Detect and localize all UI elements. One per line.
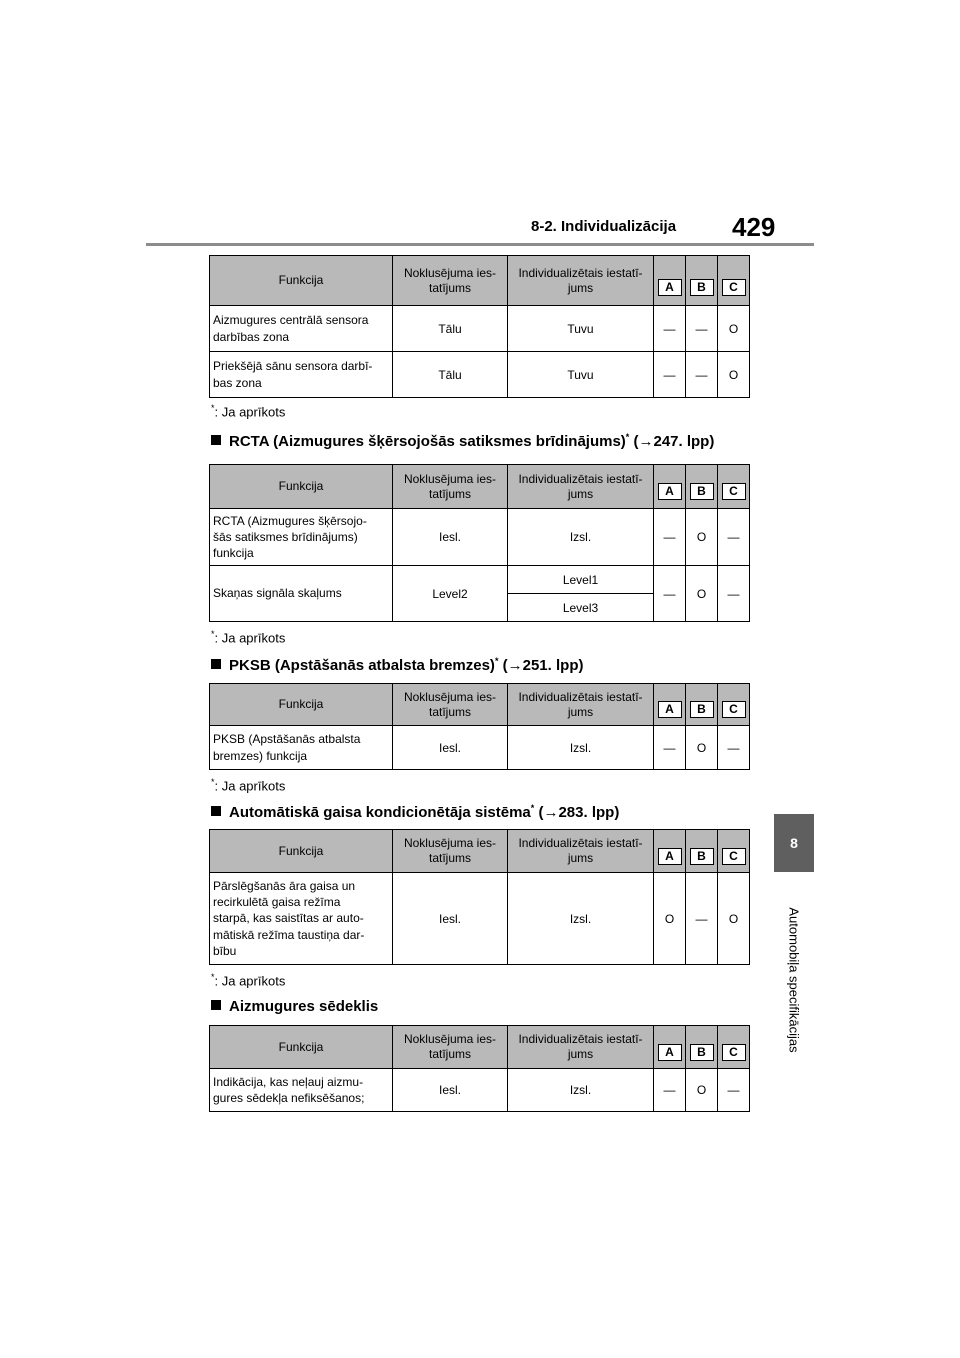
- table-parking-sensor: [209, 255, 750, 398]
- mode-a-label: A: [658, 1044, 682, 1061]
- fn-line: bas zona: [213, 375, 262, 390]
- heading-star: *: [494, 656, 499, 666]
- cell-mode-c: —: [718, 566, 750, 622]
- cell-mode-a: —: [654, 1069, 686, 1112]
- mode-a-label: A: [658, 483, 682, 500]
- cell-mode-b: O: [686, 509, 718, 566]
- section-title: 8-2. Individualizācija: [531, 218, 677, 235]
- page-reference[interactable]: 247. lpp: [653, 433, 710, 450]
- fn-line: Priekšējā sānu sensora darbī-: [213, 359, 373, 374]
- fn-line: bremzes) funkcija: [213, 748, 308, 763]
- chapter-title-text: Automobiļa specifikācijas: [786, 907, 802, 1053]
- heading-text: Aizmugures sēdeklis: [229, 998, 379, 1015]
- fn-line: Pārslēgšanās āra gaisa un: [213, 879, 356, 894]
- cell-function: [210, 873, 393, 965]
- cell-mode-c: O: [718, 306, 750, 352]
- table-pksb: [209, 683, 750, 770]
- header-default: [393, 465, 508, 509]
- cell-function: [210, 352, 393, 398]
- heading-text: Automātiskā gaisa kondicionētāja sistēma: [229, 804, 531, 821]
- cell-default: Tālu: [393, 306, 508, 352]
- fn-line: funkcija: [213, 546, 254, 561]
- header-divider: [146, 243, 814, 246]
- fn-line: darbības zona: [213, 329, 290, 344]
- fn-line: bību: [213, 943, 237, 958]
- footnote-star: *: [211, 972, 215, 982]
- cell-default: Iesl.: [393, 1069, 508, 1112]
- header-mode-b: [686, 1026, 718, 1069]
- header-default-l1: Noklusējuma ies-: [403, 265, 497, 280]
- header-custom: [508, 1026, 654, 1069]
- footnote-text: : Ja aprīkots: [214, 778, 286, 794]
- cell-mode-b: —: [686, 306, 718, 352]
- fn-line: starpā, kas saistītas ar auto-: [213, 911, 364, 926]
- fn-line: mātiskā režīma taustiņa dar-: [213, 927, 365, 942]
- cell-mode-c: —: [718, 1069, 750, 1112]
- footnote-text: : Ja aprīkots: [214, 630, 286, 646]
- table-row: [210, 509, 750, 566]
- header-mode-b: [686, 256, 718, 306]
- header-default-l1: Noklusējuma ies-: [403, 471, 497, 486]
- footnote-star: *: [211, 629, 215, 639]
- header-mode-b: [686, 830, 718, 873]
- header-mode-a: [654, 830, 686, 873]
- cell-default: Iesl.: [393, 726, 508, 770]
- bullet-square-icon: [211, 1000, 221, 1010]
- header-mode-c: [718, 1026, 750, 1069]
- cell-custom: Izsl.: [508, 509, 654, 566]
- cell-mode-b: O: [686, 726, 718, 770]
- chapter-tab: 8: [774, 814, 814, 872]
- header-default-l2: tatījums: [428, 1047, 471, 1061]
- header-mode-b: [686, 465, 718, 509]
- table-rcta: [209, 464, 750, 622]
- mode-b-label: B: [690, 1044, 714, 1061]
- header-default: [393, 1026, 508, 1069]
- table-rear-seat: [209, 1025, 750, 1112]
- heading-star: *: [530, 803, 535, 813]
- table-row: [210, 352, 750, 398]
- cell-custom: Level1: [508, 566, 654, 594]
- table-row: [210, 873, 750, 965]
- cell-custom: Tuvu: [508, 306, 654, 352]
- header-default: [393, 256, 508, 306]
- header-default-l1: Noklusējuma ies-: [403, 689, 497, 704]
- header-function: Funkcija: [210, 256, 393, 306]
- mode-c-label: C: [722, 483, 746, 500]
- header-mode-c: [718, 830, 750, 873]
- cell-mode-c: O: [718, 352, 750, 398]
- cell-mode-b: O: [686, 1069, 718, 1112]
- cell-custom: Izsl.: [508, 726, 654, 770]
- header-custom-l1: Individualizētais iestatī-: [518, 836, 643, 850]
- table-header-row: [210, 684, 750, 726]
- cell-default: Iesl.: [393, 873, 508, 965]
- bullet-square-icon: [211, 806, 221, 816]
- cell-default: Level2: [393, 566, 508, 622]
- cell-mode-c: —: [718, 726, 750, 770]
- cell-mode-b: —: [686, 352, 718, 398]
- header-function: Funkcija: [210, 465, 393, 509]
- header-custom: [508, 256, 654, 306]
- cell-custom: Level3: [508, 594, 654, 622]
- arrow-right-icon: →: [507, 657, 523, 674]
- header-custom-l2: jums: [567, 851, 594, 865]
- cell-mode-c: —: [718, 509, 750, 566]
- cell-mode-a: —: [654, 566, 686, 622]
- header-default-l2: tatījums: [428, 851, 471, 865]
- header-custom-l2: jums: [567, 486, 594, 501]
- cell-mode-a: O: [654, 873, 686, 965]
- fn-line: Aizmugures centrālā sensora: [213, 313, 369, 328]
- section-heading-rear-seat: [211, 998, 378, 1015]
- cell-custom: Tuvu: [508, 352, 654, 398]
- cell-function: Skaņas signāla skaļums: [210, 566, 393, 622]
- header-default-l2: tatījums: [428, 280, 471, 295]
- page-reference[interactable]: 283. lpp: [558, 804, 615, 821]
- heading-text: PKSB (Apstāšanās atbalsta bremzes): [229, 657, 495, 674]
- cell-mode-a: —: [654, 726, 686, 770]
- bullet-square-icon: [211, 435, 221, 445]
- header-custom-l1: Individualizētais iestatī-: [518, 1032, 643, 1046]
- header-custom: [508, 465, 654, 509]
- header-function: Funkcija: [210, 684, 393, 726]
- table-header-row: [210, 256, 750, 306]
- header-custom: [508, 684, 654, 726]
- mode-c-label: C: [722, 1044, 746, 1061]
- arrow-right-icon: →: [638, 433, 654, 450]
- header-custom-l1: Individualizētais iestatī-: [518, 265, 643, 280]
- cell-custom: Izsl.: [508, 1069, 654, 1112]
- fn-line: RCTA (Aizmugures šķērsojo-: [213, 513, 367, 528]
- mode-b-label: B: [690, 701, 714, 718]
- mode-a-label: A: [658, 701, 682, 718]
- page-number: 429: [732, 212, 776, 242]
- cell-custom: Izsl.: [508, 873, 654, 965]
- section-heading-rcta: RCTA (Aizmugures šķērsojošās satiksmes brīdinājums)* (→247. lpp): [211, 432, 714, 450]
- header-default-l2: tatījums: [428, 704, 471, 719]
- mode-a-label: A: [658, 848, 682, 865]
- cell-mode-b: O: [686, 566, 718, 622]
- cell-default: Iesl.: [393, 509, 508, 566]
- header-custom-l1: Individualizētais iestatī-: [518, 471, 643, 486]
- header-default: [393, 684, 508, 726]
- footnote: [211, 972, 285, 988]
- page-reference[interactable]: 251. lpp: [522, 657, 579, 674]
- header-function: Funkcija: [210, 830, 393, 873]
- table-row: [210, 566, 750, 594]
- heading-star: *: [625, 432, 630, 442]
- footnote-star: *: [211, 777, 215, 787]
- header-mode-a: [654, 1026, 686, 1069]
- fn-line: recirkulētā gaisa režīma: [213, 895, 341, 910]
- header-mode-c: [718, 256, 750, 306]
- header-custom-l2: jums: [567, 704, 594, 719]
- cell-mode-b: —: [686, 873, 718, 965]
- table-header-row: [210, 465, 750, 509]
- footnote-star: *: [211, 403, 215, 413]
- cell-function: [210, 1069, 393, 1112]
- fn-line: gures sēdekļa nefiksēšanos;: [213, 1091, 365, 1105]
- mode-c-label: C: [722, 701, 746, 718]
- header-mode-a: [654, 465, 686, 509]
- fn-line: Indikācija, kas neļauj aizmu-: [213, 1074, 364, 1089]
- table-row: [210, 726, 750, 770]
- mode-b-label: B: [690, 848, 714, 865]
- header-default-l1: Noklusējuma ies-: [403, 836, 497, 850]
- fn-line: PKSB (Apstāšanās atbalsta: [213, 732, 361, 747]
- heading-text: RCTA (Aizmugures šķērsojošās satiksmes brīdinājums): [229, 433, 626, 450]
- mode-c-label: C: [722, 848, 746, 865]
- mode-a-label: A: [658, 279, 682, 296]
- chapter-title: [780, 880, 808, 1080]
- header-custom-l1: Individualizētais iestatī-: [518, 689, 643, 704]
- cell-mode-a: —: [654, 352, 686, 398]
- header-custom-l2: jums: [567, 280, 594, 295]
- header-default-l1: Noklusējuma ies-: [403, 1032, 497, 1046]
- footnote-text: : Ja aprīkots: [214, 973, 286, 989]
- table-header-row: [210, 830, 750, 873]
- fn-line: šās satiksmes brīdinājums): [213, 529, 358, 544]
- footnote: [211, 629, 285, 645]
- header-mode-a: [654, 684, 686, 726]
- table-header-row: [210, 1026, 750, 1069]
- bullet-square-icon: [211, 659, 221, 669]
- mode-c-label: C: [722, 279, 746, 296]
- cell-default: Tālu: [393, 352, 508, 398]
- table-row: [210, 1069, 750, 1112]
- header-default-l2: tatījums: [428, 486, 471, 501]
- section-heading-climate: Automātiskā gaisa kondicionētāja sistēma* (→283. lpp): [211, 803, 619, 821]
- header-default: [393, 830, 508, 873]
- cell-mode-a: —: [654, 509, 686, 566]
- header-mode-c: [718, 465, 750, 509]
- table-climate: [209, 829, 750, 965]
- cell-function: [210, 509, 393, 566]
- cell-function: [210, 306, 393, 352]
- table-row: [210, 306, 750, 352]
- header-mode-b: [686, 684, 718, 726]
- header-function: Funkcija: [210, 1026, 393, 1069]
- footnote: [211, 777, 285, 793]
- mode-b-label: B: [690, 279, 714, 296]
- cell-mode-a: —: [654, 306, 686, 352]
- footnote: [211, 403, 285, 419]
- section-heading-pksb: PKSB (Apstāšanās atbalsta bremzes)* (→251. lpp): [211, 656, 583, 674]
- footnote-text: : Ja aprīkots: [214, 404, 286, 420]
- cell-mode-c: O: [718, 873, 750, 965]
- mode-b-label: B: [690, 483, 714, 500]
- arrow-right-icon: →: [543, 804, 559, 821]
- header-mode-c: [718, 684, 750, 726]
- cell-function: [210, 726, 393, 770]
- header-mode-a: [654, 256, 686, 306]
- header-custom-l2: jums: [567, 1047, 594, 1061]
- header-custom: [508, 830, 654, 873]
